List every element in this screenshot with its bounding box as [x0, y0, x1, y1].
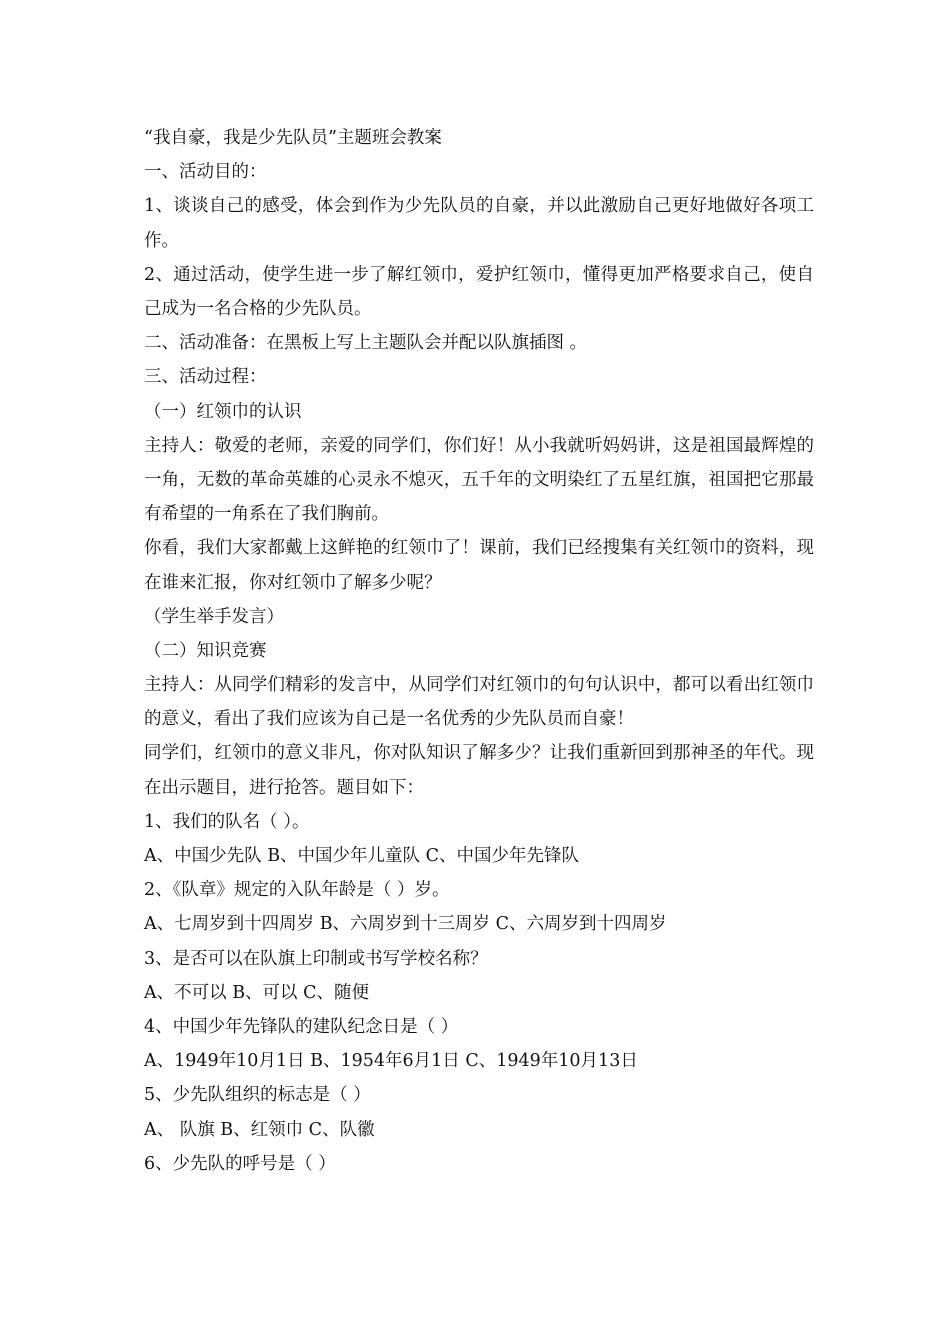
stage-direction: （学生举手发言） [144, 606, 284, 627]
host-speech-2: 你看，我们大家都戴上这鲜艳的红领巾了！课前，我们已经搜集有关红领巾的资料，现在谁来汇报，你对红领巾了解多少呢？ [144, 538, 814, 593]
question-2-options: A、七周岁到十四周岁 B、六周岁到十三周岁 C、六周岁到十四周岁 [144, 914, 667, 935]
question-5: 5、少先队组织的标志是（ ） [144, 1085, 371, 1106]
goal-item-1: 1、谈谈自己的感受，体会到作为少先队员的自豪，并以此激励自己更好地做好各项工作。 [144, 196, 814, 251]
question-6: 6、少先队的呼号是（ ） [144, 1153, 336, 1174]
question-3-options: A、不可以 B、可以 C、随便 [144, 982, 370, 1003]
section-heading-goals: 一、活动目的： [144, 162, 267, 183]
host-speech-1: 主持人：敬爱的老师，亲爱的同学们，你们好！从小我就听妈妈讲，这是祖国最辉煌的一角，无数的革命英雄的心灵永不熄灭，五千年的文明染红了五星红旗，祖国把它那最有希望的一角系在了我们胸前。 [144, 435, 814, 525]
document-title: “我自豪，我是少先队员”主题班会教案 [144, 128, 442, 148]
question-5-options: A、 队旗 B、红领巾 C、队徽 [144, 1119, 375, 1140]
question-1: 1、我们的队名（ ）。 [144, 811, 310, 832]
question-4: 4、中国少年先锋队的建队纪念日是（ ） [144, 1016, 459, 1037]
question-2: 2、《队章》规定的入队年龄是（ ）岁。 [144, 880, 450, 901]
goal-item-2: 2、通过活动，使学生进一步了解红领巾，爱护红领巾，懂得更加严格要求自己，使自己成为一名合格的少先队员。 [144, 264, 814, 319]
question-3: 3、是否可以在队旗上印制或书写学校名称？ [144, 948, 488, 969]
question-4-options: A、1949年10月1日 B、1954年6月1日 C、1949年10月13日 [144, 1051, 638, 1072]
question-1-options: A、中国少先队 B、中国少年儿童队 C、中国少年先锋队 [144, 846, 580, 867]
section-heading-preparation: 二、活动准备：在黑板上写上主题队会并配以队旗插图 。 [144, 333, 588, 354]
subsection-heading-2: （二）知识竞赛 [144, 640, 267, 661]
subsection-heading-1: （一）红领巾的认识 [144, 401, 302, 422]
host-speech-3: 主持人：从同学们精彩的发言中，从同学们对红领巾的句句认识中，都可以看出红领巾的意义，看出了我们应该为自己是一名优秀的少先队员而自豪！ [144, 675, 814, 730]
host-speech-4: 同学们，红领巾的意义非凡，你对队知识了解多少？让我们重新回到那神圣的年代。现在出示题目，进行抢答。题目如下： [144, 743, 814, 798]
section-heading-process: 三、活动过程： [144, 367, 267, 388]
document-body [144, 121, 814, 1181]
